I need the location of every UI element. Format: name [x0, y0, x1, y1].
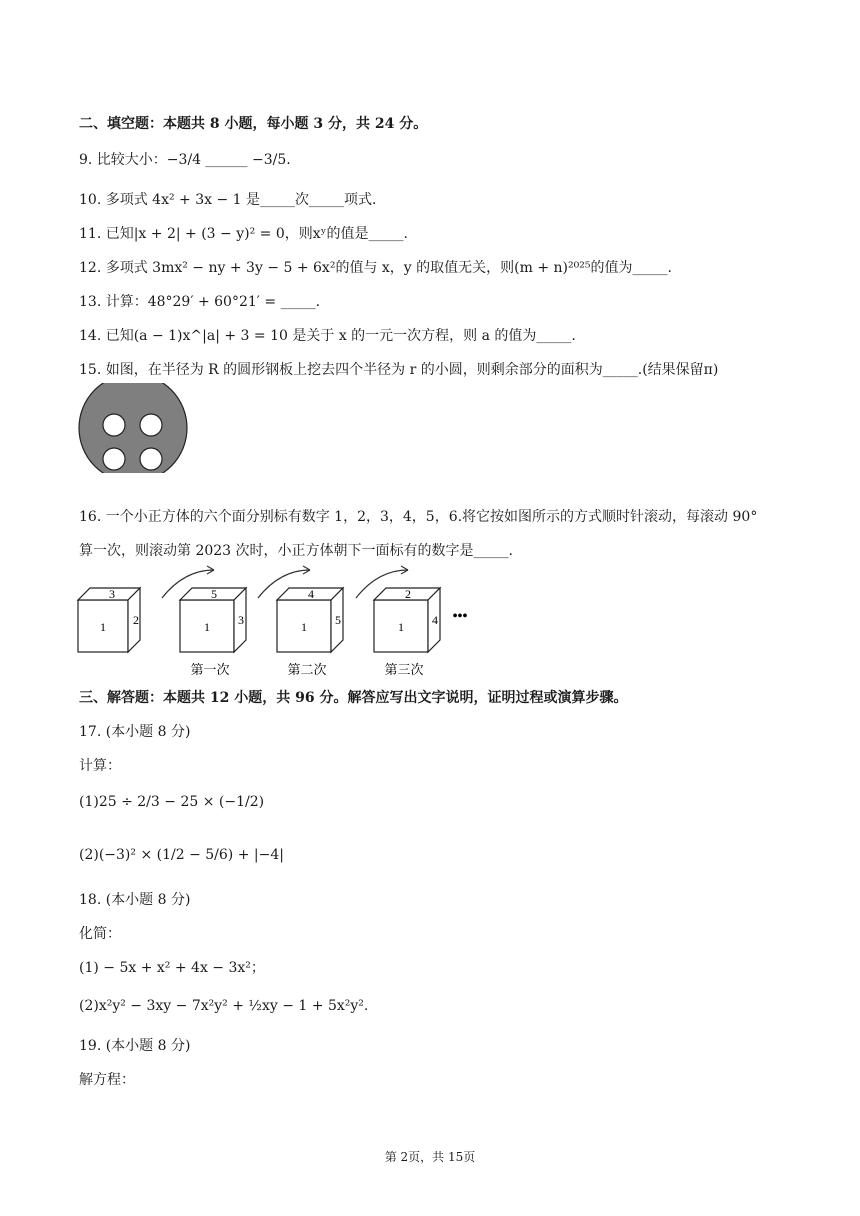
cube-top-number: 4	[308, 587, 314, 601]
section-3-heading: 三、解答题：本题共 12 小题，共 96 分。解答应写出文字说明，证明过程或演算步骤。	[79, 690, 628, 706]
small-hole	[103, 414, 125, 436]
cube-top-number: 2	[405, 587, 411, 601]
q18-instruction: 化简：	[79, 926, 121, 942]
cube-top-number: 5	[211, 587, 217, 601]
q19-title: 19. (本小题 8 分)	[79, 1038, 191, 1054]
cube-front-number: 1	[301, 620, 307, 634]
question-11: 11. 已知|x + 2| + (3 − y)² = 0，则xʸ的值是_____.	[79, 226, 409, 242]
question-13: 13. 计算：48°29′ + 60°21′ = _____.	[79, 294, 321, 310]
small-hole	[140, 448, 162, 470]
cube	[180, 587, 246, 677]
q18-part-2: (2)x²y² − 3xy − 7x²y² + ½xy − 1 + 5x²y².	[79, 998, 369, 1014]
cube-front-number: 1	[204, 620, 210, 634]
circle-plate-figure	[78, 383, 190, 473]
cube-side-number: 2	[133, 613, 139, 627]
q18-title: 18. (本小题 8 分)	[79, 892, 191, 908]
cube-caption: 第二次	[287, 662, 327, 677]
small-hole	[103, 448, 125, 470]
cube-caption: 第一次	[190, 662, 230, 677]
q17-part-1: (1)25 ÷ 2/3 − 25 × (−1/2)	[79, 794, 265, 810]
question-16-line-2: 算一次，则滚动第 2023 次时，小正方体朝下一面标有的数字是_____.	[79, 543, 513, 559]
cube-side-number: 3	[238, 613, 244, 627]
q17-part-2: (2)(−3)² × (1/2 − 5/6) + |−4|	[79, 847, 284, 863]
question-14: 14. 已知(a − 1)x^|a| + 3 = 10 是关于 x 的一元一次方程，则 a 的值为_____.	[79, 328, 576, 344]
cube-top-number: 3	[109, 587, 115, 601]
question-16-line-1: 16. 一个小正方体的六个面分别标有数字 1，2，3，4，5，6.将它按如图所示的方式顺时针滚动，每滚动 90°	[79, 509, 758, 525]
q17-instruction: 计算：	[79, 758, 121, 774]
q18-part-1: (1) − 5x + x² + 4x − 3x²；	[79, 960, 265, 976]
cube-ellipsis: •••	[452, 609, 468, 624]
cube-side-number: 5	[335, 613, 341, 627]
cube-front-number: 1	[398, 620, 404, 634]
cube-front-number: 1	[100, 620, 106, 634]
page-footer: 第 2页，共 15页	[384, 1150, 476, 1164]
question-9: 9. 比较大小：−3/4 ______ −3/5.	[79, 152, 291, 168]
q19-instruction: 解方程：	[79, 1072, 135, 1088]
cube	[78, 587, 140, 652]
q17-title: 17. (本小题 8 分)	[79, 724, 191, 740]
cube	[277, 587, 343, 677]
cube	[374, 587, 440, 677]
cube-side-number: 4	[432, 613, 438, 627]
small-hole	[140, 414, 162, 436]
question-12: 12. 多项式 3mx² − ny + 3y − 5 + 6x²的值与 x，y 的取值无关，则(m + n)²⁰²⁵的值为_____.	[79, 260, 672, 276]
question-10: 10. 多项式 4x² + 3x − 1 是_____次_____项式.	[79, 192, 377, 208]
cube-caption: 第三次	[384, 662, 424, 677]
large-circle	[79, 383, 187, 473]
cube-rolling-figure	[74, 562, 484, 680]
section-2-heading: 二、填空题：本题共 8 小题，每小题 3 分，共 24 分。	[79, 116, 428, 132]
question-15: 15. 如图，在半径为 R 的圆形钢板上挖去四个半径为 r 的小圆，则剩余部分的面积为_____.(结果保留π)	[79, 362, 719, 378]
